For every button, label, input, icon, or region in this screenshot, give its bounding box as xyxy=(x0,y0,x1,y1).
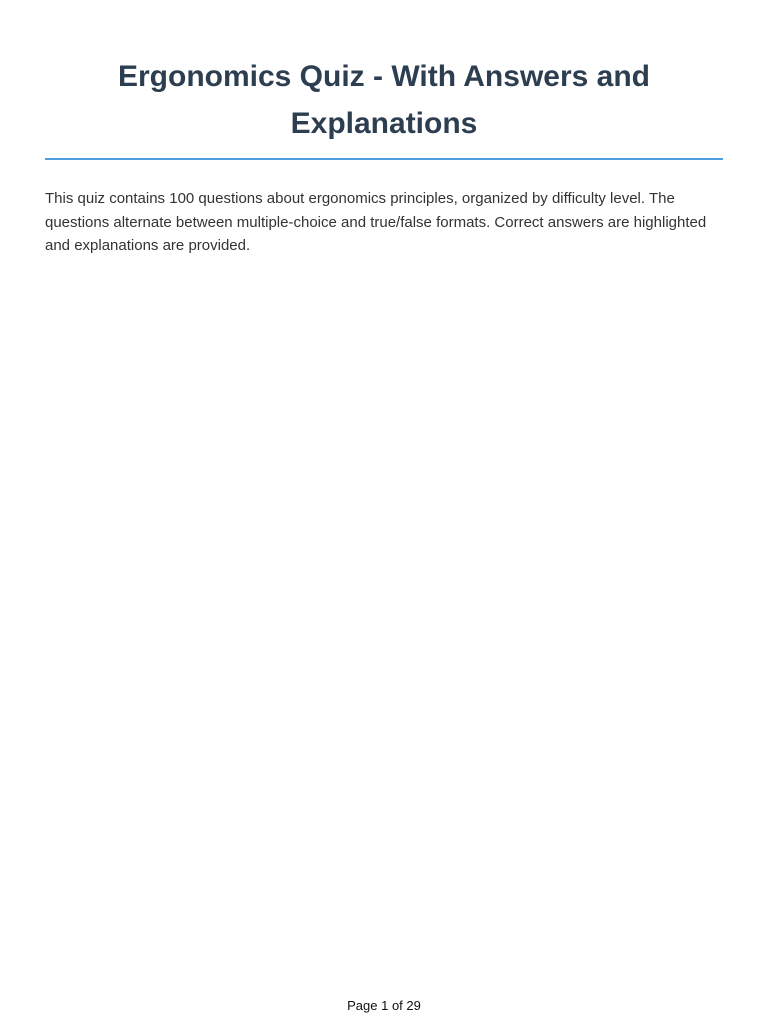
title-divider xyxy=(45,158,723,160)
page-title: Ergonomics Quiz - With Answers and Explanations xyxy=(117,60,650,140)
page-footer: Page 1 of 29 xyxy=(347,998,421,1013)
intro-paragraph: This quiz contains 100 questions about ergonomics principles, organized by difficulty level. The questions alternate between multiple-choice and true/false formats. Correct answers are highlighted and explanations are provided. xyxy=(45,190,707,254)
